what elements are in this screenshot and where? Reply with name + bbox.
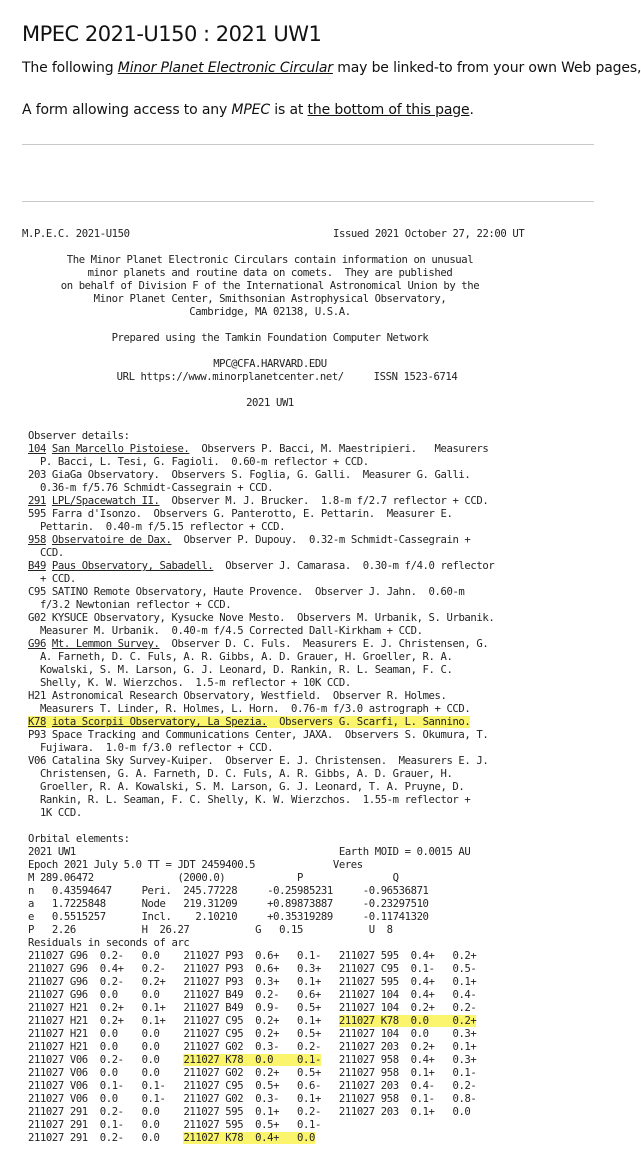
residual-row — [28, 1054, 476, 1067]
observer-line — [28, 729, 494, 742]
observer-entry — [28, 469, 494, 495]
residual-cell: 211027 B49 0.2- 0.6+ — [183, 989, 321, 1001]
observer-line: Kowalski, S. M. Larson, G. J. Leonard, D. Rankin, R. L. Seaman, F. C. — [28, 664, 453, 676]
residual-cell: 211027 K78 0.0 0.1- — [183, 1054, 321, 1066]
observer-line: + CCD. — [28, 573, 76, 585]
orbit-heading: Orbital elements: — [28, 833, 130, 845]
orbit-line: Epoch 2021 July 5.0 TT = JDT 2459400.5 Veres — [28, 859, 363, 871]
pad — [321, 1015, 333, 1027]
residual-cell: 211027 G96 0.2- 0.2+ — [28, 976, 166, 988]
observer-entry — [28, 586, 494, 612]
orbital-elements — [28, 846, 470, 937]
pad — [321, 1041, 333, 1053]
residual-cell: 211027 C95 0.5+ 0.6- — [183, 1080, 321, 1092]
pad — [321, 1093, 333, 1105]
pad — [321, 976, 333, 988]
residual-cell: 211027 H21 0.0 0.0 — [28, 1028, 160, 1040]
pad — [160, 1106, 178, 1118]
observer-line: CCD. — [28, 547, 64, 559]
residual-row — [28, 1132, 476, 1145]
observer-text: Observers P. Bacci, M. Maestripieri. Measurers — [189, 443, 489, 455]
observer-line — [28, 508, 494, 521]
observer-text: Observers S. Okumura, T. — [332, 729, 489, 741]
observer-line: f/3.2 Newtonian reflector + CCD. — [28, 599, 232, 611]
orbit-line: M 289.06472 (2000.0) P Q — [28, 872, 399, 884]
observatory-code: 104 — [28, 443, 46, 455]
observer-line — [28, 443, 494, 456]
residual-row — [28, 1106, 476, 1119]
pad — [160, 1028, 178, 1040]
observatory-code: H21 — [28, 690, 46, 702]
designation: 2021 UW1 — [246, 397, 294, 409]
divider — [22, 144, 594, 145]
residual-row — [28, 1028, 476, 1041]
observer-line — [28, 495, 494, 508]
observer-entry — [28, 534, 494, 560]
pad — [321, 1067, 333, 1079]
residual-cell: 211027 958 0.4+ 0.3+ — [338, 1054, 477, 1066]
residual-cell: 211027 595 0.4+ 0.1+ — [338, 976, 477, 988]
pad — [166, 1093, 178, 1105]
observatory-name[interactable]: LPL/Spacewatch II. — [51, 495, 160, 507]
pad — [160, 1067, 178, 1079]
pad — [321, 1028, 333, 1040]
observer-line: Measurers T. Linder, R. Holmes, L. Horn. 0.76-m f/3.0 astrograph + CCD. — [28, 703, 471, 715]
residual-cell: 211027 G96 0.0 0.0 — [28, 989, 160, 1001]
observer-text: Observer R. Holmes. — [320, 690, 447, 702]
observer-text: Observers M. Urbanik, S. Urbanik. — [285, 612, 495, 624]
observatory-name: Catalina Sky Survey-Kuiper. — [51, 755, 214, 767]
gap — [333, 1015, 339, 1027]
pad — [166, 963, 178, 975]
observer-line: Fujiwara. 1.0-m f/3.0 reflector + CCD. — [28, 742, 274, 754]
intro-line: minor planets and routine data on comets. They are published — [87, 267, 453, 279]
residual-cell: 211027 203 0.1+ 0.0 — [338, 1106, 471, 1118]
prepared-line: Prepared using the Tamkin Foundation Computer Network — [111, 332, 429, 344]
pad — [166, 1080, 178, 1092]
observer-line: Measurer M. Urbanik. 0.40-m f/4.5 Corrected Dall-Kirkham + CCD. — [28, 625, 423, 637]
observatory-name: Space Tracking and Communications Center, JAXA. — [51, 729, 333, 741]
intro-line: The Minor Planet Electronic Circulars contain information on unusual — [66, 254, 474, 266]
observer-list — [28, 443, 494, 820]
observer-entry — [28, 612, 494, 638]
observatory-code: C95 — [28, 586, 46, 598]
pad — [160, 1119, 178, 1131]
residual-cell: 211027 H21 0.0 0.0 — [28, 1041, 160, 1053]
observer-line — [28, 469, 494, 482]
observer-line — [28, 560, 494, 573]
observatory-code: 203 — [28, 469, 46, 481]
observatory-name: Astronomical Research Observatory, Westfield. — [51, 690, 321, 702]
observer-heading: Observer details: — [28, 430, 130, 442]
pad — [166, 976, 178, 988]
observer-line — [28, 716, 494, 729]
observer-entry — [28, 508, 494, 534]
intro-line: Minor Planet Center, Smithsonian Astrophysical Observatory, — [93, 293, 447, 305]
observer-text: Observers G. Scarfi, L. Sannino. — [267, 716, 471, 728]
residual-cell: 211027 G02 0.3- 0.1+ — [183, 1093, 321, 1105]
observer-text: Observer J. Camarasa. 0.30-m f/4.0 reflector — [213, 560, 495, 572]
residual-cell: 211027 C95 0.2+ 0.5+ — [183, 1028, 321, 1040]
residual-cell: 211027 V06 0.2- 0.0 — [28, 1054, 160, 1066]
page-title: MPEC 2021-U150 : 2021 UW1 — [22, 22, 322, 46]
observer-entry — [28, 716, 494, 729]
observer-line — [28, 690, 494, 703]
residual-cell: 211027 291 0.2- 0.0 — [28, 1106, 160, 1118]
residual-row — [28, 1015, 476, 1028]
observatory-name: KYSUCE Observatory, Kysucke Nove Mesto. — [51, 612, 286, 624]
observer-entry — [28, 495, 494, 508]
residual-cell: 211027 V06 0.0 0.0 — [28, 1067, 160, 1079]
residual-cell: 211027 203 0.4- 0.2- — [338, 1080, 477, 1092]
intro-line: on behalf of Division F of the International Astronomical Union by the — [60, 280, 480, 292]
residual-cell: 211027 P93 0.6+ 0.1- — [183, 950, 321, 962]
url-issn-line: URL https://www.minorplanetcenter.net/ ISSN 1523-6714 — [116, 371, 458, 383]
residual-row — [28, 1119, 476, 1132]
pad — [321, 950, 333, 962]
residual-cell: 211027 B49 0.9- 0.5+ — [183, 1002, 321, 1014]
pad — [166, 1015, 178, 1027]
observatory-code: P93 — [28, 729, 46, 741]
observatory-name[interactable]: San Marcello Pistoiese. — [51, 443, 190, 455]
observer-entry — [28, 443, 494, 469]
observer-text: Observer D. C. Fuls. Measurers E. J. Christensen, G. — [159, 638, 489, 650]
pad — [315, 1132, 333, 1144]
observer-line — [28, 586, 494, 599]
residual-cell: 211027 595 0.5+ 0.1- — [183, 1119, 321, 1131]
observer-entry — [28, 638, 494, 690]
observer-text: Observer P. Dupouy. 0.32-m Schmidt-Cassegrain + — [171, 534, 471, 546]
circular-id: M.P.E.C. 2021-U150 — [22, 228, 130, 240]
orbit-line: a 1.7225848 Node 219.31209 +0.89873887 -0.23297510 — [28, 898, 429, 910]
observatory-name[interactable]: Paus Observatory, Sabadell. — [51, 560, 214, 572]
orbit-line: e 0.5515257 Incl. 2.10210 +0.35319289 -0.11741320 — [28, 911, 429, 923]
pad — [160, 1041, 178, 1053]
residuals-heading: Residuals in seconds of arc — [28, 937, 190, 949]
observatory-code: V06 — [28, 755, 46, 767]
observatory-code: 291 — [28, 495, 46, 507]
observer-line: 1K CCD. — [28, 807, 82, 819]
residual-cell: 211027 595 0.1+ 0.2- — [183, 1106, 321, 1118]
residual-cell: 211027 G96 0.2- 0.0 — [28, 950, 160, 962]
intro-paragraph: The following Minor Planet Electronic Circular may be linked-to from your own Web pages, — [22, 60, 641, 76]
observer-line: Christensen, G. A. Farneth, D. C. Fuls, A. R. Gibbs, A. D. Grauer, H. — [28, 768, 453, 780]
pad — [321, 1054, 333, 1066]
residual-row — [28, 1067, 476, 1080]
residual-cell: 211027 G96 0.4+ 0.2- — [28, 963, 166, 975]
observatory-name[interactable]: Mt. Lemmon Survey. — [51, 638, 160, 650]
residual-cell: 211027 G02 0.3- 0.2- — [183, 1041, 321, 1053]
pad — [160, 950, 178, 962]
pad — [166, 1002, 178, 1014]
pad — [160, 1054, 178, 1066]
observer-line — [28, 755, 494, 768]
residual-cell: 211027 203 0.2+ 0.1+ — [338, 1041, 477, 1053]
residual-cell: 211027 K78 0.0 0.2+ — [338, 1015, 477, 1027]
observatory-name: Farra d'Isonzo. — [51, 508, 142, 520]
residual-cell: 211027 G02 0.2+ 0.5+ — [183, 1067, 321, 1079]
observer-line: Pettarin. 0.40-m f/5.15 reflector + CCD. — [28, 521, 286, 533]
intro-line: Cambridge, MA 02138, U.S.A. — [189, 306, 351, 318]
observer-line: Shelly, K. W. Wierzchos. 1.5-m reflector + 10K CCD. — [28, 677, 351, 689]
observer-line: 0.36-m f/5.76 Schmidt-Cassegrain + CCD. — [28, 482, 274, 494]
residual-cell: 211027 V06 0.1- 0.1- — [28, 1080, 166, 1092]
observer-line — [28, 534, 494, 547]
orbit-line: n 0.43594647 Peri. 245.77228 -0.25985231 -0.96536871 — [28, 885, 429, 897]
observatory-name[interactable]: iota Scorpii Observatory, La Spezia. — [51, 716, 268, 728]
observer-text: Observers G. Panterotto, E. Pettarin. Measurer E. — [141, 508, 453, 520]
observer-line — [28, 612, 494, 625]
bottom-of-page-link[interactable]: the bottom of this page — [307, 102, 470, 118]
observer-text: Observers S. Foglia, G. Galli. Measurer G. Galli. — [159, 469, 471, 481]
pad — [321, 1080, 333, 1092]
issued-date: Issued 2021 October 27, 22:00 UT — [333, 228, 525, 240]
observatory-code: B49 — [28, 560, 46, 572]
residual-cell: 211027 K78 0.4+ 0.0 — [183, 1132, 315, 1144]
pad — [160, 989, 178, 1001]
observer-text: Observer J. Jahn. 0.60-m — [303, 586, 465, 598]
divider — [22, 201, 594, 202]
pad — [321, 963, 333, 975]
residual-cell: 211027 958 0.1- 0.8- — [338, 1093, 477, 1105]
observer-line: Rankin, R. L. Seaman, F. C. Shelly, K. W. Wierzchos. 1.55-m reflector + — [28, 794, 471, 806]
residual-cell: 211027 P93 0.6+ 0.3+ — [183, 963, 321, 975]
residual-row — [28, 1093, 476, 1106]
observer-line: P. Bacci, L. Tesi, G. Fagioli. 0.60-m reflector + CCD. — [28, 456, 369, 468]
observer-entry — [28, 755, 494, 820]
observatory-name[interactable]: Observatoire de Dax. — [51, 534, 172, 546]
observatory-code: G02 — [28, 612, 46, 624]
pad — [321, 1106, 333, 1118]
pad — [321, 1002, 333, 1014]
observer-line: A. Farneth, D. C. Fuls, A. R. Gibbs, A. D. Grauer, H. Groeller, R. A. — [28, 651, 453, 663]
observer-entry — [28, 690, 494, 716]
observer-entry — [28, 729, 494, 755]
residual-row — [28, 1041, 476, 1054]
residual-row — [28, 1002, 476, 1015]
pad — [321, 989, 333, 1001]
observatory-code: 595 — [28, 508, 46, 520]
residuals-table — [28, 950, 476, 1145]
observatory-code: 958 — [28, 534, 46, 546]
orbit-line: 2021 UW1 Earth MOID = 0.0015 AU — [28, 846, 471, 858]
residual-cell: 211027 H21 0.2+ 0.1+ — [28, 1002, 166, 1014]
contact-email: MPC@CFA.HARVARD.EDU — [213, 358, 327, 370]
residual-row — [28, 1080, 476, 1093]
residual-cell: 211027 291 0.1- 0.0 — [28, 1119, 160, 1131]
orbit-line: P 2.26 H 26.27 G 0.15 U 8 — [28, 924, 393, 936]
residual-cell: 211027 291 0.2- 0.0 — [28, 1132, 160, 1144]
observatory-name: GiaGa Observatory. — [51, 469, 160, 481]
observer-line — [28, 638, 494, 651]
residual-cell: 211027 595 0.4+ 0.2+ — [338, 950, 477, 962]
observatory-code: K78 — [28, 716, 46, 728]
observer-entry — [28, 560, 494, 586]
pad — [321, 1119, 333, 1131]
residual-cell: 211027 958 0.1+ 0.1- — [338, 1067, 477, 1079]
residual-cell: 211027 H21 0.2+ 0.1+ — [28, 1015, 166, 1027]
residual-row — [28, 963, 476, 976]
circular-intro — [0, 254, 540, 319]
form-paragraph: A form allowing access to any MPEC is at the bottom of this page. — [22, 102, 474, 118]
observatory-name: SATINO Remote Observatory, Haute Provence. — [51, 586, 303, 598]
residual-cell: 211027 104 0.4+ 0.4- — [338, 989, 477, 1001]
residual-cell: 211027 C95 0.1- 0.5- — [338, 963, 477, 975]
residual-cell: 211027 P93 0.3+ 0.1+ — [183, 976, 321, 988]
mpec-info-link[interactable]: Minor Planet Electronic Circular — [117, 60, 333, 76]
observer-text: Observer E. J. Christensen. Measurers E. J. — [213, 755, 489, 767]
residual-cell: 211027 V06 0.0 0.1- — [28, 1093, 166, 1105]
residual-cell: 211027 C95 0.2+ 0.1+ — [183, 1015, 321, 1027]
observatory-code: G96 — [28, 638, 46, 650]
residual-row — [28, 950, 476, 963]
residual-row — [28, 989, 476, 1002]
pad — [160, 1132, 178, 1144]
residual-row — [28, 976, 476, 989]
observer-text: Observer M. J. Brucker. 1.8-m f/2.7 reflector + CCD. — [159, 495, 489, 507]
residual-cell: 211027 104 0.0 0.3+ — [338, 1028, 477, 1040]
residual-cell: 211027 104 0.2+ 0.2- — [338, 1002, 477, 1014]
observer-line: Groeller, R. A. Kowalski, S. M. Larson, G. J. Leonard, T. A. Pruyne, D. — [28, 781, 465, 793]
